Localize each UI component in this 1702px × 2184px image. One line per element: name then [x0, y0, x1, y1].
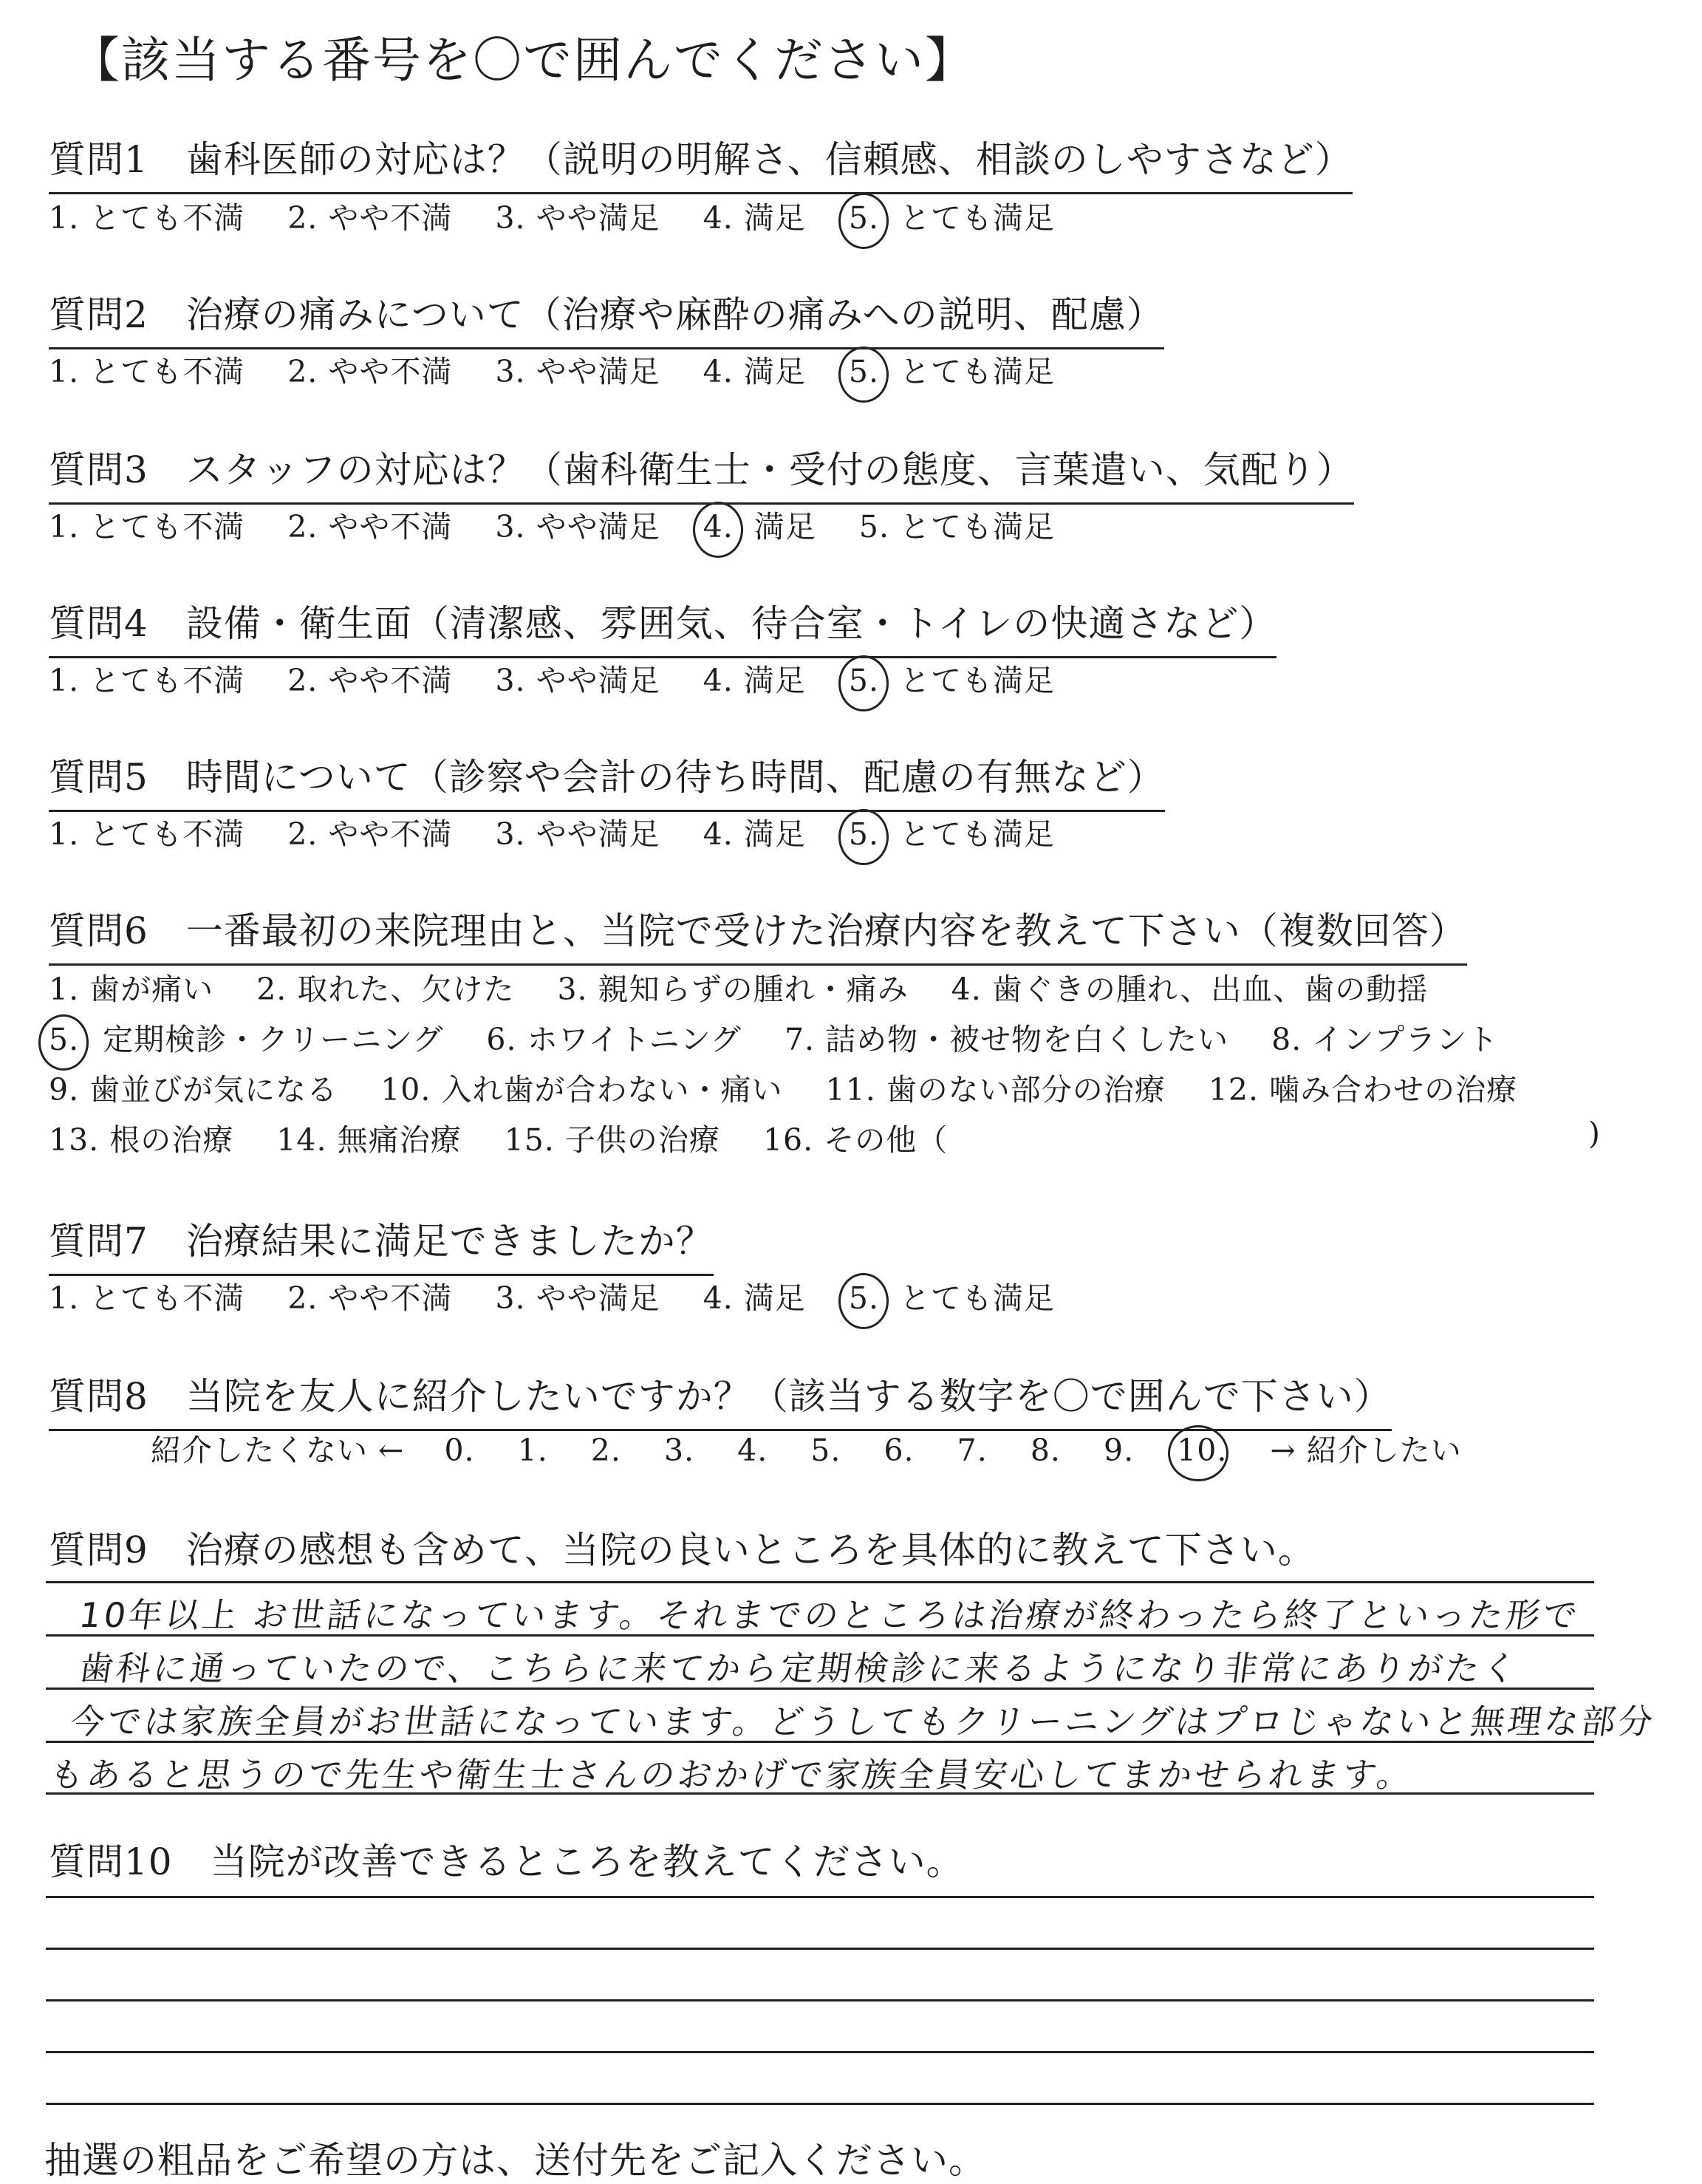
selection-circle	[838, 809, 889, 865]
selection-circle	[838, 193, 889, 249]
answer-line	[46, 1581, 1594, 1583]
q8-selected-option[interactable]: 10.	[1177, 1433, 1227, 1468]
question-4-title: 質問4 設備・衛生面（清潔感、雰囲気、待合室・トイレの快適さなど）	[49, 594, 1276, 658]
selection-circle	[693, 502, 743, 558]
question-7-options: 1. とても不満 2. やや不満 3. やや満足 4. 満足 5. とても満足	[49, 1274, 1055, 1317]
question-3-title: 質問3 スタッフの対応は？（歯科衛生士・受付の態度、言葉遣い、気配り）	[49, 440, 1354, 505]
question-8-scale: 紹介したくない ← 0. 1. 2. 3. 4. 5. 6. 7. 8. 9. 10. → 紹介したい	[151, 1426, 1462, 1470]
scale-right-label: → 紹介したい	[1270, 1433, 1462, 1468]
question-10-title: 質問10 当院が改善できるところを教えてください。	[49, 1840, 964, 1883]
other-close-paren: )	[1588, 1116, 1601, 1151]
footer-note: 抽選の粗品をご希望の方は、送付先をご記入ください。	[44, 2139, 986, 2182]
selection-circle	[38, 1014, 89, 1071]
q6-selected-option[interactable]: 5.	[49, 1022, 79, 1057]
question-8-title: 質問8 当院を友人に紹介したいですか？（該当する数字を〇で囲んで下さい）	[49, 1367, 1392, 1431]
q3-selected-option[interactable]: 4.	[703, 509, 734, 545]
question-9-title: 質問9 治療の感想も含めて、当院の良いところを具体的に教えて下さい。	[49, 1529, 1316, 1572]
handwritten-answer-line-3: 今では家族全員がお世話になっています。どうしてもクリーニングはプロじゃないと無理な部分	[67, 1702, 1658, 1741]
q1-selected-option[interactable]: 5.	[849, 200, 879, 236]
form-header: 【該当する番号を〇で囲んでください】	[71, 32, 975, 89]
answer-line[interactable]	[46, 2051, 1594, 2053]
selection-circle	[838, 347, 889, 403]
q7-selected-option[interactable]: 5.	[849, 1280, 879, 1316]
q2-selected-option[interactable]: 5.	[849, 354, 879, 389]
scale-left-label: 紹介したくない ←	[151, 1433, 405, 1468]
q4-selected-option[interactable]: 5.	[849, 663, 879, 698]
question-6-title: 質問6 一番最初の来院理由と、当院で受けた治療内容を教えて下さい（複数回答）	[49, 901, 1467, 966]
answer-line[interactable]	[46, 1948, 1594, 1950]
question-3-options: 1. とても不満 2. やや不満 3. やや満足 4. 満足 5. とても満足	[49, 502, 1055, 546]
question-6-line-1: 1. 歯が痛い 2. 取れた、欠けた 3. 親知らずの腫れ・痛み 4. 歯ぐきの腫れ、出血、歯の動揺	[49, 972, 1429, 1007]
question-6-line-4: 13. 根の治療 14. 無痛治療 15. 子供の治療 16. その他（	[49, 1122, 949, 1158]
question-7-title: 質問7 治療結果に満足できましたか？	[49, 1212, 714, 1276]
question-6-line-3: 9. 歯並びが気になる 10. 入れ歯が合わない・痛い 11. 歯のない部分の治療 12. 噛み合わせの治療	[49, 1072, 1518, 1108]
answer-line[interactable]	[46, 2103, 1594, 2105]
q5-selected-option[interactable]: 5.	[849, 816, 879, 852]
question-2-options: 1. とても不満 2. やや不満 3. やや満足 4. 満足 5. とても満足	[49, 347, 1055, 391]
question-1-title: 質問1 歯科医師の対応は？（説明の明解さ、信頼感、相談のしやすさなど）	[49, 130, 1353, 194]
selection-circle	[838, 655, 889, 711]
question-5-options: 1. とても不満 2. やや不満 3. やや満足 4. 満足 5. とても満足	[49, 810, 1055, 853]
selection-circle	[838, 1273, 889, 1329]
question-2-title: 質問2 治療の痛みについて（治療や麻酔の痛みへの説明、配慮）	[49, 285, 1164, 349]
handwritten-answer-line-1: 10年以上 お世話になっています。それまでのところは治療が終わったら終了といった形で	[76, 1595, 1583, 1635]
question-6-line-2: 5. 定期検診・クリーニング 6. ホワイトニング 7. 詰め物・被せ物を白くしたい 8. インプラント	[49, 1015, 1498, 1059]
handwritten-answer-line-4: もあると思うので先生や衛生士さんのおかげで家族全員安心してまかせられます。	[47, 1755, 1417, 1795]
question-1-options: 1. とても不満 2. やや不満 3. やや満足 4. 満足 5. とても満足	[49, 194, 1055, 237]
answer-line[interactable]	[46, 1896, 1594, 1898]
answer-line[interactable]	[46, 1999, 1594, 2002]
handwritten-answer-line-2: 歯科に通っていたので、こちらに来てから定期検診に来るようになり非常にありがたく	[76, 1648, 1522, 1688]
question-5-title: 質問5 時間について（診察や会計の待ち時間、配慮の有無など）	[49, 748, 1165, 812]
selection-circle	[1168, 1425, 1228, 1481]
question-4-options: 1. とても不満 2. やや不満 3. やや満足 4. 満足 5. とても満足	[49, 656, 1055, 700]
